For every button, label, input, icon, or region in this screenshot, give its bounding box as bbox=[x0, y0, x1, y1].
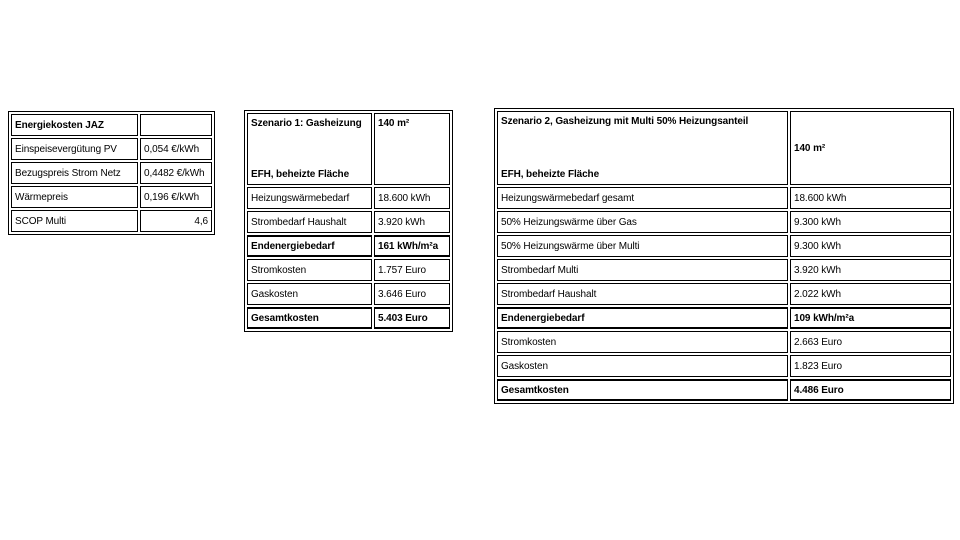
table-subtitle: EFH, beheizte Fläche bbox=[251, 169, 350, 180]
table-row bbox=[247, 211, 450, 233]
table-row bbox=[497, 259, 951, 281]
row-label: Strombedarf Haushalt bbox=[497, 283, 788, 305]
row-value: 2.022 kWh bbox=[790, 283, 951, 305]
table-row bbox=[497, 283, 951, 305]
row-value: 1.823 Euro bbox=[790, 355, 951, 377]
row-label: Strombedarf Multi bbox=[497, 259, 788, 281]
table-row bbox=[497, 379, 951, 401]
table-header-row bbox=[497, 111, 951, 185]
table-row bbox=[11, 186, 212, 208]
table-header-row bbox=[247, 113, 450, 185]
table-row bbox=[247, 307, 450, 329]
table-row bbox=[247, 259, 450, 281]
table-row bbox=[497, 187, 951, 209]
szenario2-table bbox=[494, 108, 954, 404]
row-label: 50% Heizungswärme über Gas bbox=[497, 211, 788, 233]
table-title: Energiekosten JAZ bbox=[11, 114, 138, 136]
row-value: 3.920 kWh bbox=[374, 211, 450, 233]
table-row bbox=[247, 283, 450, 305]
row-label: Gaskosten bbox=[497, 355, 788, 377]
table-row bbox=[497, 211, 951, 233]
row-value: 9.300 kWh bbox=[790, 235, 951, 257]
row-value: 0,054 €/kWh bbox=[140, 138, 212, 160]
row-value: 4.486 Euro bbox=[790, 379, 951, 401]
row-value: 18.600 kWh bbox=[374, 187, 450, 209]
row-label: Bezugspreis Strom Netz bbox=[11, 162, 138, 184]
table-subtitle: EFH, beheizte Fläche bbox=[501, 169, 600, 180]
table-row bbox=[497, 331, 951, 353]
row-value: 4,6 bbox=[140, 210, 212, 232]
szenario1-table bbox=[244, 110, 453, 332]
table-title: Szenario 2, Gasheizung mit Multi 50% Heizungsanteil bbox=[501, 116, 749, 127]
row-value: 161 kWh/m²a bbox=[374, 235, 450, 257]
row-label: SCOP Multi bbox=[11, 210, 138, 232]
table-header-cell bbox=[247, 113, 372, 185]
row-value: 5.403 Euro bbox=[374, 307, 450, 329]
row-label: Heizungswärmebedarf gesamt bbox=[497, 187, 788, 209]
row-label: Gaskosten bbox=[247, 283, 372, 305]
table-area: 140 m² bbox=[790, 111, 951, 185]
row-label: Gesamtkosten bbox=[247, 307, 372, 329]
table-area: 140 m² bbox=[374, 113, 450, 185]
table-row bbox=[247, 235, 450, 257]
row-label: 50% Heizungswärme über Multi bbox=[497, 235, 788, 257]
row-label: Einspeisevergütung PV bbox=[11, 138, 138, 160]
row-label: Heizungswärmebedarf bbox=[247, 187, 372, 209]
row-label: Endenergiebedarf bbox=[497, 307, 788, 329]
table-row bbox=[247, 187, 450, 209]
energiekosten-jaz-table bbox=[8, 111, 215, 235]
row-value: 3.920 kWh bbox=[790, 259, 951, 281]
table-row bbox=[497, 355, 951, 377]
row-value: 18.600 kWh bbox=[790, 187, 951, 209]
table-row bbox=[11, 114, 212, 136]
row-label: Gesamtkosten bbox=[497, 379, 788, 401]
row-value: 9.300 kWh bbox=[790, 211, 951, 233]
row-value: 3.646 Euro bbox=[374, 283, 450, 305]
table-title-empty-cell bbox=[140, 114, 212, 136]
table-row bbox=[11, 162, 212, 184]
row-label: Wärmepreis bbox=[11, 186, 138, 208]
table-title: Szenario 1: Gasheizung bbox=[251, 118, 362, 129]
row-value: 2.663 Euro bbox=[790, 331, 951, 353]
row-label: Stromkosten bbox=[497, 331, 788, 353]
row-value: 0,196 €/kWh bbox=[140, 186, 212, 208]
table-row bbox=[11, 210, 212, 232]
row-label: Strombedarf Haushalt bbox=[247, 211, 372, 233]
table-header-cell bbox=[497, 111, 788, 185]
row-label: Stromkosten bbox=[247, 259, 372, 281]
table-row bbox=[497, 235, 951, 257]
row-value: 109 kWh/m²a bbox=[790, 307, 951, 329]
row-value: 1.757 Euro bbox=[374, 259, 450, 281]
row-value: 0,4482 €/kWh bbox=[140, 162, 212, 184]
table-row bbox=[11, 138, 212, 160]
table-row bbox=[497, 307, 951, 329]
row-label: Endenergiebedarf bbox=[247, 235, 372, 257]
